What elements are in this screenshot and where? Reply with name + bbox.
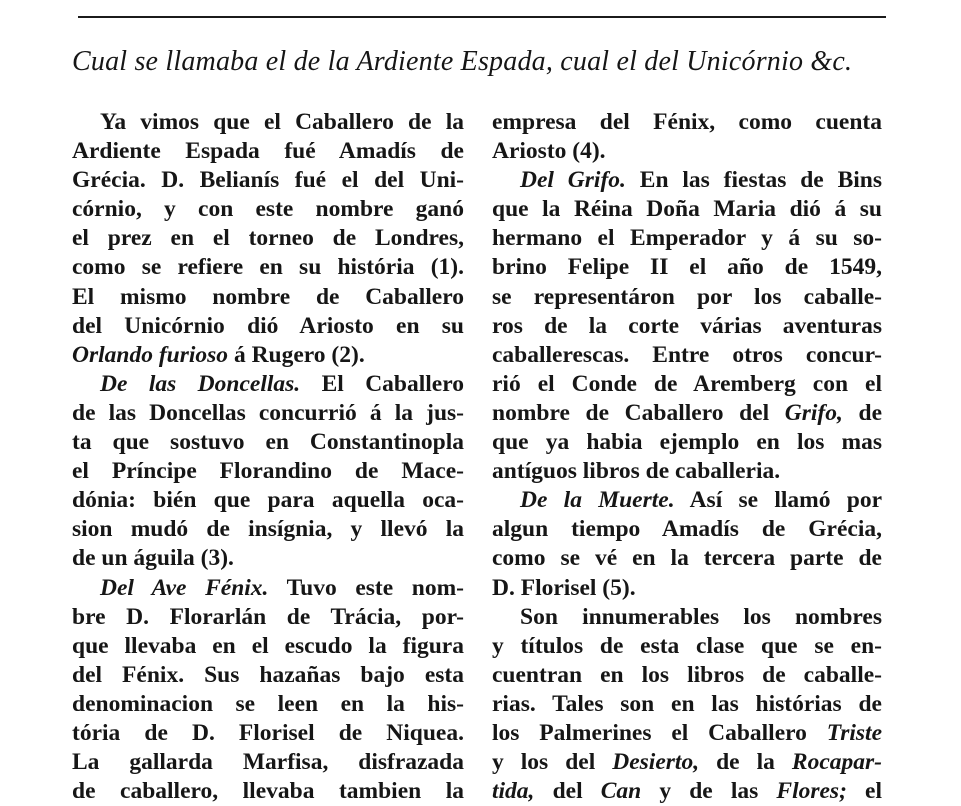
text-run: córnio, y con este nombre ganó bbox=[72, 196, 464, 223]
text-run: Ariosto (4). bbox=[492, 138, 606, 165]
text-run: á Rugero (2). bbox=[228, 341, 365, 368]
text-run: dónia: bién que para aquella oca- bbox=[72, 487, 464, 514]
text-run: el bbox=[846, 778, 882, 805]
text-line bbox=[492, 603, 882, 632]
text-line bbox=[492, 457, 882, 486]
text-run: cuentran en los libros de caballe- bbox=[492, 661, 882, 688]
text-line bbox=[492, 486, 882, 515]
text-line bbox=[72, 574, 464, 603]
text-line bbox=[492, 544, 882, 573]
text-run: denominacion se leen en la his- bbox=[72, 690, 464, 717]
text-run: de las Doncellas concurrió á la jus- bbox=[72, 399, 464, 426]
text-line bbox=[492, 661, 882, 690]
text-run: Son innumerables los nombres bbox=[520, 603, 882, 630]
text-line bbox=[492, 283, 882, 312]
text-run: empresa del Fénix, como cuenta bbox=[492, 109, 882, 135]
running-header-text: Cual se llamaba el de la Ardiente Espada, cual el del Unicórnio &c. bbox=[72, 46, 853, 77]
text-run: En las fiestas de Bins bbox=[625, 167, 882, 194]
text-run: de bbox=[842, 399, 883, 426]
italic-term: tida, bbox=[492, 778, 535, 805]
text-line bbox=[492, 574, 882, 603]
text-run: que llevaba en el escudo la figura bbox=[72, 632, 464, 659]
text-line bbox=[492, 224, 882, 253]
text-run: que ya habia ejemplo en los mas bbox=[492, 429, 882, 456]
italic-term: Flores; bbox=[776, 778, 847, 805]
text-line bbox=[492, 137, 882, 166]
text-line bbox=[72, 457, 464, 486]
running-header bbox=[72, 44, 892, 80]
text-run: el Príncipe Florandino de Mace- bbox=[72, 458, 464, 485]
text-line bbox=[492, 253, 882, 282]
text-run: Así se llamó por bbox=[674, 487, 883, 514]
text-line bbox=[492, 399, 882, 428]
text-run: y los del bbox=[492, 749, 613, 776]
italic-term: Orlando furioso bbox=[72, 341, 229, 368]
text-run: algun tiempo Amadís de Grécia, bbox=[492, 516, 882, 543]
italic-term: Del Ave Fénix. bbox=[100, 574, 269, 601]
text-line bbox=[492, 515, 882, 544]
text-line bbox=[72, 603, 464, 632]
text-line bbox=[492, 370, 882, 399]
text-run: como se refiere en su história (1). bbox=[72, 254, 464, 281]
text-run: La gallarda Marfisa, disfrazada bbox=[72, 749, 464, 776]
text-run: de un águila (3). bbox=[72, 545, 234, 572]
text-run: del Unicórnio dió Ariosto en su bbox=[72, 312, 464, 339]
text-run: y títulos de esta clase que se en- bbox=[492, 632, 882, 659]
text-line bbox=[492, 166, 882, 195]
right-column bbox=[492, 108, 882, 806]
text-line bbox=[72, 224, 464, 253]
text-run: nombre de Caballero del bbox=[492, 399, 785, 426]
text-run: El Caballero bbox=[300, 370, 464, 397]
text-run: del Fénix. Sus hazañas bajo esta bbox=[72, 661, 464, 688]
text-run: de la bbox=[699, 749, 792, 776]
italic-term: Can bbox=[600, 778, 642, 805]
text-line bbox=[72, 108, 464, 137]
text-run: D. Florisel (5). bbox=[492, 574, 636, 601]
text-line bbox=[72, 195, 464, 224]
text-line bbox=[72, 748, 464, 777]
text-run: caballerescas. Entre otros concur- bbox=[492, 341, 882, 368]
text-line bbox=[72, 137, 464, 166]
italic-term: Triste bbox=[826, 719, 882, 746]
text-run: los Palmerines el Caballero bbox=[492, 719, 827, 746]
text-line bbox=[492, 428, 882, 457]
text-run: bre D. Florarlán de Trácia, por- bbox=[72, 603, 464, 630]
text-line bbox=[72, 428, 464, 457]
text-run: brino Felipe II el año de 1549, bbox=[492, 254, 882, 281]
italic-term: Rocapar- bbox=[791, 749, 882, 776]
text-line bbox=[72, 632, 464, 661]
text-run: ta que sostuvo en Constantinopla bbox=[72, 429, 464, 456]
text-run: y de las bbox=[641, 778, 777, 805]
text-run: Ardiente Espada fué Amadís de bbox=[72, 138, 464, 165]
italic-term: Del Grifo. bbox=[520, 167, 626, 194]
text-run: Tuvo este nom- bbox=[268, 574, 464, 601]
text-run: que la Réina Doña Maria dió á su bbox=[492, 196, 882, 223]
text-line bbox=[492, 108, 882, 137]
italic-term: De las Doncellas. bbox=[100, 370, 301, 397]
text-line bbox=[72, 283, 464, 312]
text-line bbox=[72, 166, 464, 195]
text-run: sion mudó de insígnia, y llevó la bbox=[72, 516, 464, 543]
italic-term: Grifo, bbox=[784, 399, 843, 426]
text-line bbox=[72, 253, 464, 282]
text-run: rió el Conde de Aremberg con el bbox=[492, 370, 882, 397]
text-run: el prez en el torneo de Londres, bbox=[72, 225, 464, 252]
text-run: hermano el Emperador y á su so- bbox=[492, 225, 882, 252]
text-run: del bbox=[534, 778, 601, 805]
text-line bbox=[72, 370, 464, 399]
text-line bbox=[492, 312, 882, 341]
text-line bbox=[72, 399, 464, 428]
text-line bbox=[72, 544, 464, 573]
text-run: rias. Tales son en las histórias de bbox=[492, 690, 882, 717]
text-line bbox=[492, 195, 882, 224]
header-rule bbox=[78, 16, 886, 18]
text-line bbox=[72, 486, 464, 515]
text-line bbox=[492, 719, 882, 748]
text-line bbox=[72, 777, 464, 806]
text-line bbox=[492, 748, 882, 777]
text-line bbox=[72, 690, 464, 719]
text-run: Grécia. D. Belianís fué el del Uni- bbox=[72, 167, 464, 194]
text-line bbox=[492, 632, 882, 661]
text-line bbox=[492, 690, 882, 719]
italic-term: Desierto, bbox=[612, 749, 700, 776]
text-run: Ya vimos que el Caballero de la bbox=[100, 109, 464, 135]
text-run: de caballero, llevaba tambien la bbox=[72, 778, 464, 805]
text-line bbox=[72, 341, 464, 370]
text-line bbox=[72, 719, 464, 748]
left-column bbox=[72, 108, 464, 806]
text-run: se representáron por los caballe- bbox=[492, 283, 882, 310]
text-line bbox=[72, 312, 464, 341]
text-line bbox=[72, 515, 464, 544]
text-run: tória de D. Florisel de Niquea. bbox=[72, 719, 464, 746]
text-run: antíguos libros de caballeria. bbox=[492, 458, 781, 485]
italic-term: De la Muerte. bbox=[520, 487, 675, 514]
text-run: como se vé en la tercera parte de bbox=[492, 545, 882, 572]
text-run: El mismo nombre de Caballero bbox=[72, 283, 464, 310]
text-line bbox=[72, 661, 464, 690]
text-run: ros de la corte várias aventuras bbox=[492, 312, 882, 339]
text-line bbox=[492, 341, 882, 370]
text-line bbox=[492, 777, 882, 806]
